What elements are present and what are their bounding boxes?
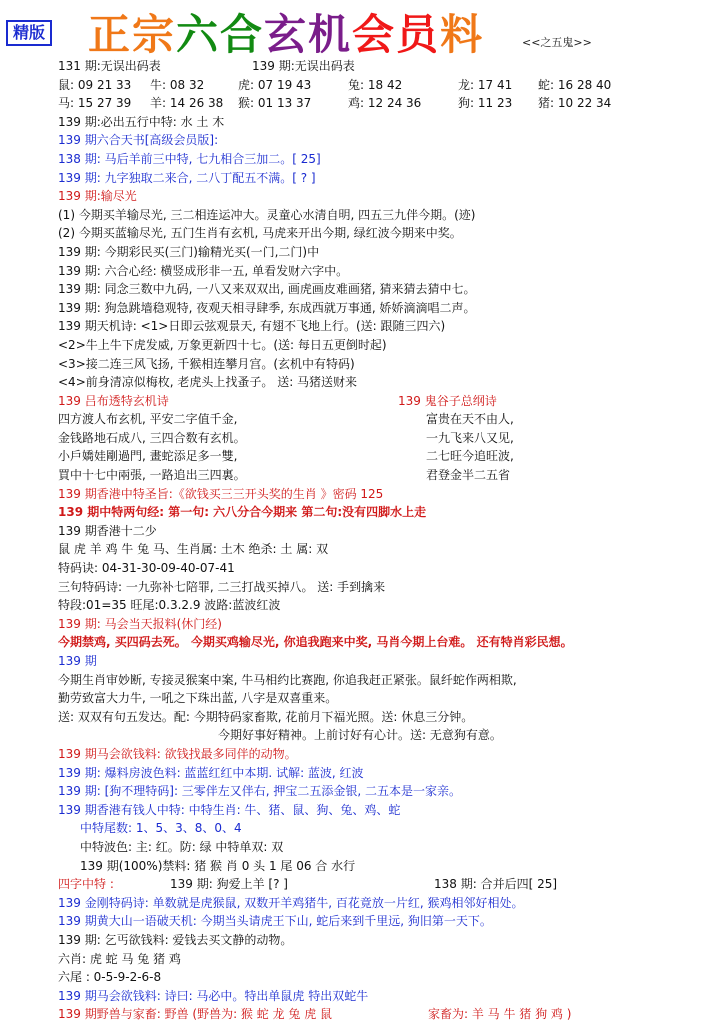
line-text: 今期好事好精神。上前讨好有心计。送: 无意狗有意。: [218, 728, 502, 743]
sizi-139: 139 期: 狗爱上羊 [? ]: [170, 877, 288, 892]
line-text: 139 期天机诗: <1>日即云弦观景天, 有翅不飞地上行。(送: 跟随三四六): [58, 319, 446, 334]
zodiac-cell: 牛: 08 32: [150, 77, 205, 92]
line-sizi: [58, 875, 698, 894]
line-table-header: [58, 57, 698, 76]
zodiac-cell: 羊: 14 26 38: [150, 96, 224, 111]
title-part-2: 六合: [176, 10, 265, 59]
subtitle: <<之五鬼>>: [522, 36, 592, 49]
line-139: 139 期: [58, 654, 97, 668]
line-text: 特码诀: 04-31-30-09-40-07-41: [58, 561, 235, 576]
line-tianshu-heading: 139 期六合天书[高级会员版]:: [58, 133, 219, 148]
line-text: 勤劳致富大力牛, 一吼之下珠出蓝, 八字是双喜重来。: [58, 691, 338, 706]
title-part-1: 正宗: [88, 10, 177, 59]
yeshou-text: 139 期野兽与家畜: 野兽 (野兽为: 猴 蛇 龙 兔 虎 鼠: [58, 1007, 333, 1022]
line-jinji: 今期禁鸡, 买四码去死。 今期买鸡输尽光, 你追我跑来中奖, 马肖今期上台难。 还有特肖彩民想。: [58, 635, 573, 650]
line-jinliao: 139 期(100%)禁料: 猪 猴 肖 0 头 1 尾 06 合 水行: [80, 858, 356, 873]
line-text: 三句特码诗: 一九弥补七陪罪, 二三打战买掉八。 送: 手到擒来: [58, 579, 386, 594]
line-jingang: 139 金刚特码诗: 单数就是虎猴鼠, 双数开羊鸡猪牛, 百花竟放一片红, 猴鸡相邻好相处。: [58, 895, 524, 910]
line-text: 特段:01=35 旺尾:0.3.2.9 波路:蓝波红波: [58, 598, 281, 613]
line-text: 139 期: 今期彩民买(三门)输精光买(一门,二门)中: [58, 244, 320, 259]
line-poem: [58, 466, 698, 485]
zodiac-cell: 兔: 18 42: [348, 77, 403, 92]
zodiac-cell: 狗: 11 23: [458, 96, 513, 111]
zodiac-cell: 猪: 10 22 34: [538, 96, 612, 111]
line-liuwei: 六尾 : 0-5-9-2-6-8: [58, 970, 162, 985]
line-poem: [58, 447, 698, 466]
line-text: (2) 今期买蓝输尽光, 五门生肖有玄机, 马虎来开出今期, 绿红波今期来中奖。: [58, 226, 462, 241]
poem-left: 買中十七中兩張, 一路追出三四裏。: [58, 468, 246, 483]
zodiac-cell: 鼠: 09 21 33: [58, 77, 132, 92]
line-text: (1) 今期买羊输尽光, 三二相连运冲大。灵童心水清自明, 四五三九伴今期。(迹): [58, 207, 476, 222]
poem-heading-guiguzi: 139 鬼谷子总纲诗: [398, 393, 497, 408]
line-text: <3>接二连三风飞扬, 千猴相连攀月宫。(玄机中有特码): [58, 356, 355, 371]
line-text: 今期生肖审妙断, 专接灵猴案中案, 牛马相约比赛跑, 你追我赶正紧张。鼠纤蛇作两相欺,: [58, 672, 517, 687]
line-text: 139 期香港十二少: [58, 523, 157, 538]
line-poem: [58, 410, 698, 429]
line-wuxing: 139 期:必出五行中特: 水 土 木: [58, 114, 225, 129]
poem-left: 金钱路地石成八, 三四合数有玄机。: [58, 430, 246, 445]
zodiac-cell: 龙: 17 41: [458, 77, 513, 92]
table-title-131: 131 期:无误出码表: [58, 59, 161, 73]
line-text: 鼠 虎 羊 鸡 牛 兔 马、生肖属: 土木 绝杀: 土 属: 双: [58, 542, 329, 557]
line-goubuli: 139 期: [狗不理特码]: 三零伴左又伴右, 押宝二五添金银, 二五本是一家亲。: [58, 784, 462, 799]
line-poem: [58, 429, 698, 448]
zodiac-cell: 鸡: 12 24 36: [348, 96, 422, 111]
title-part-3: 玄机: [264, 10, 353, 59]
line-zodiac-row-2: [58, 94, 698, 113]
badge-jingban: 精版: [6, 20, 52, 46]
sizi-138: 138 期: 合并后四[ 25]: [434, 877, 558, 892]
page-title: [88, 2, 484, 62]
line-text: <4>前身清凉似梅枚, 老虎头上找蚤子。 送: 马猪送财来: [58, 375, 358, 390]
line-poem-headings: [58, 392, 698, 411]
line-huangdashan: 139 期黄大山一语破天机: 今期当头请虎王下山, 蛇后来到千里远, 狗旧第一天下。: [58, 914, 492, 929]
line-text: <2>牛上牛下虎发威, 万象更新四十七。(送: 每日五更倒时起): [58, 337, 387, 352]
zodiac-cell: 蛇: 16 28 40: [538, 77, 612, 92]
poem-right: 二七旺今追旺波,: [426, 449, 514, 464]
poem-right: 富贵在天不由人,: [426, 412, 514, 427]
zodiac-cell: 马: 15 27 39: [58, 96, 132, 111]
title-part-4: 会员: [352, 10, 441, 59]
line-text: 139 期: 同念三数中九码, 一八又来双双出, 画虎画皮难画猪, 猜来猜去猜中七。: [58, 282, 476, 297]
poem-right: 一九飞来八又见,: [426, 430, 514, 445]
document-body: [58, 57, 698, 1024]
line-text: 送: 双双有句五发达。配: 今期特码家畜欺, 花前月下福光照。送: 休息三分钟。: [58, 709, 474, 724]
line-zodiac-row-1: [58, 76, 698, 95]
line-mahui: 139 期马会欲钱料: 诗曰: 马必中。特出单鼠虎 特出双蛇牛: [58, 988, 369, 1003]
line-qigai: 139 期: 乞丐欲钱料: 爱钱去买文静的动物。: [58, 932, 293, 947]
zodiac-cell: 猴: 01 13 37: [238, 96, 312, 111]
poem-left: 小戶嬌娃剛過門, 畫蛇添足多一雙,: [58, 449, 238, 464]
poem-left: 四方渡人布玄机, 平安二字值千金,: [58, 412, 238, 427]
line-138-result: 138 期: 马后羊前三中特, 七九相合三加二。[ 25]: [58, 151, 321, 166]
line-liuxiao: 六肖: 虎 蛇 马 兔 猪 鸡: [58, 951, 181, 966]
line-text: 139 期: 狗急跳墙稳观特, 夜观天相寻肆季, 东成西就万事通, 娇娇滴滴唱二声。: [58, 300, 476, 315]
line-yuqianliao: 139 期马会欲钱料: 欲钱找最多同伴的动物。: [58, 746, 297, 761]
line-yeshou-jiachu: [58, 1005, 698, 1024]
line-139-riddle: 139 期: 九字独取二来合, 二八丁配五不满。[ ? ]: [58, 170, 316, 185]
table-title-139: 139 期:无误出码表: [252, 59, 355, 73]
jiachu-text: 家畜为: 羊 马 牛 猪 狗 鸡 ): [428, 1007, 572, 1022]
line-boseliao: 139 期: 爆料房波色料: 蓝蓝红红中本期. 试解: 蓝波, 红波: [58, 765, 364, 780]
poem-right: 君登金半二五省: [426, 468, 511, 483]
line-bose: 中特波色: 主: 红。防: 绿 中特单双: 双: [80, 839, 284, 854]
poem-heading-lvbu: 139 吕布透特玄机诗: [58, 393, 169, 408]
sizi-label: 四字中特 :: [58, 877, 114, 892]
line-baoliao-heading: 139 期: 马会当天报料(休门经): [58, 616, 222, 631]
line-two-sentences: 139 期中特两句经: 第一句: 六八分合今期来 第二句:没有四脚水上走: [58, 505, 427, 520]
line-text: 139 期: 六合心经: 横竖成形非一五, 单看发财六字中。: [58, 263, 349, 278]
zodiac-cell: 虎: 07 19 43: [238, 77, 312, 92]
line-shengzhi: 139 期香港中特圣旨:《欲钱买三三开头奖的生肖 》密码 125: [58, 486, 384, 501]
line-youqianren: 139 期香港有钱人中特: 中特生肖: 牛、猪、鼠、狗、兔、鸡、蛇: [58, 802, 401, 817]
line-weishu: 中特尾数: 1、5、3、8、0、4: [80, 821, 242, 836]
line-shujinguang-heading: 139 期:输尽光: [58, 189, 137, 204]
title-part-5: 料: [440, 10, 485, 59]
